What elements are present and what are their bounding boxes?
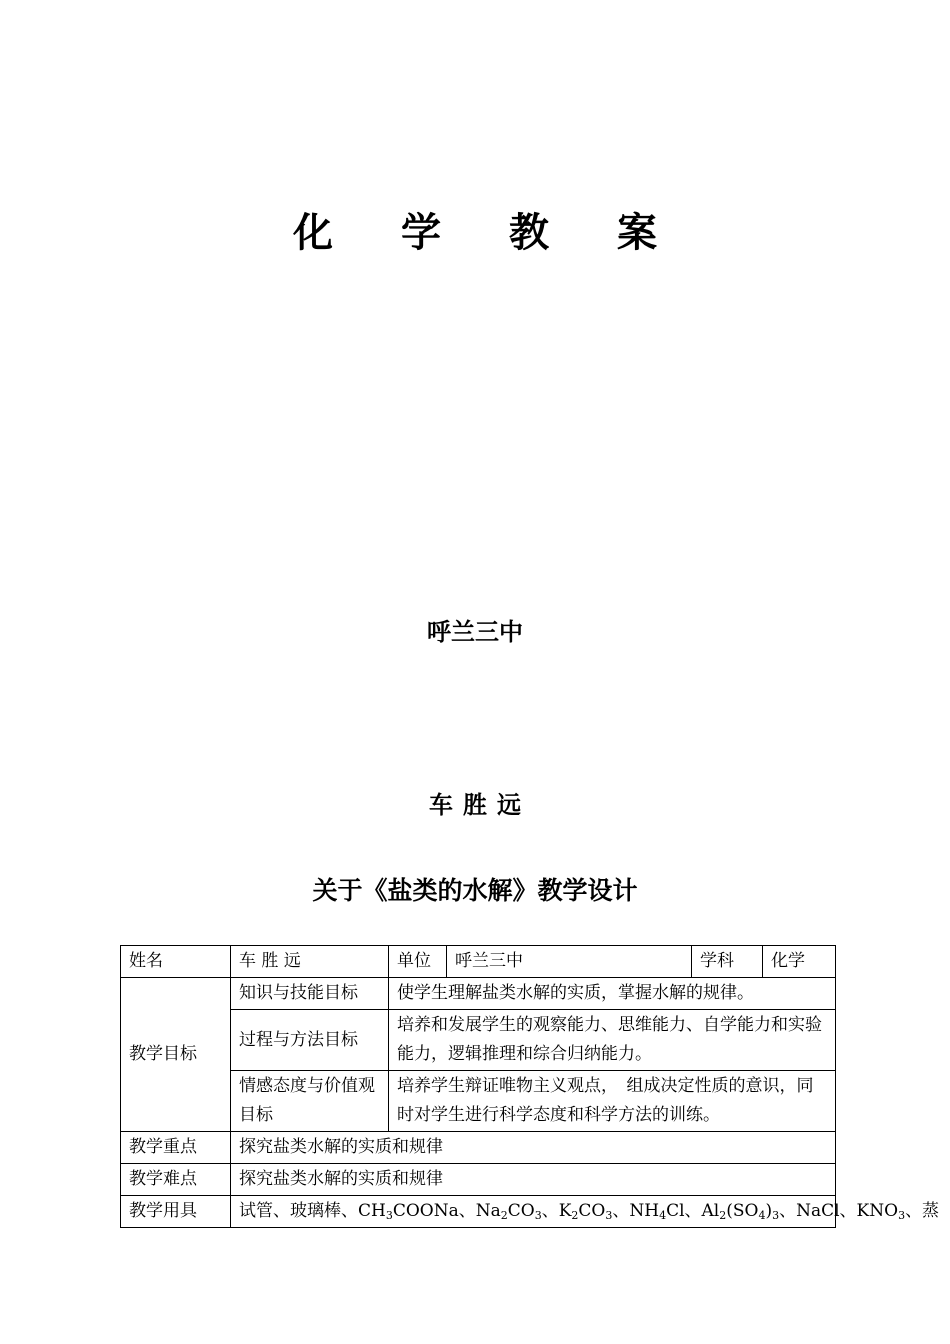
author-name: 车胜远 (429, 791, 531, 819)
subscript: 3 (898, 1209, 906, 1222)
subject-value: 化学 (763, 946, 836, 978)
name-value: 车 胜 远 (231, 946, 389, 978)
key-point-value: 探究盐类水解的实质和规律 (231, 1132, 836, 1164)
subscript: 3 (385, 1209, 393, 1222)
objective-content: 培养和发展学生的观察能力、思维能力、自学能力和实验能力，逻辑推理和综合归纳能力。 (389, 1010, 836, 1071)
tools-text: 试管、玻璃棒、CH (239, 1201, 386, 1221)
subscript: 3 (534, 1209, 542, 1222)
objectives-label: 教学目标 (121, 978, 231, 1132)
tools-text: 、NaCl、KNO (779, 1201, 899, 1221)
table-row-objective-knowledge (121, 978, 836, 1010)
subscript: 3 (772, 1209, 780, 1222)
objective-content: 使学生理解盐类水解的实质，掌握水解的规律。 (389, 978, 836, 1010)
tools-text: Cl、Al (666, 1201, 720, 1221)
school-name: 呼兰三中 (427, 618, 523, 646)
subscript: 4 (659, 1209, 667, 1222)
tools-text: (SO (726, 1201, 759, 1221)
key-point-label: 教学重点 (121, 1132, 231, 1164)
subscript: 2 (571, 1209, 579, 1222)
lesson-design-title: 关于《盐类的水解》教学设计 (312, 876, 638, 905)
tools-text: COONa、Na (392, 1201, 501, 1221)
objective-type: 知识与技能目标 (231, 978, 389, 1010)
subscript: 3 (605, 1209, 613, 1222)
difficulty-value: 探究盐类水解的实质和规律 (231, 1164, 836, 1196)
subscript: 2 (500, 1209, 508, 1222)
name-label: 姓名 (121, 946, 231, 978)
subscript: 4 (758, 1209, 766, 1222)
objective-content: 培养学生辩证唯物主义观点， 组成决定性质的意识，同时对学生进行科学态度和科学方法的训练。 (389, 1071, 836, 1132)
tools-label: 教学用具 (121, 1196, 231, 1228)
tools-text: CO (507, 1201, 535, 1221)
tools-text: 、K (541, 1201, 572, 1221)
tools-text: 、蒸 (905, 1201, 940, 1221)
table-row-basic-info (121, 946, 836, 978)
table-row-key-point (121, 1132, 836, 1164)
subscript: 2 (719, 1209, 727, 1222)
tools-text: ) (765, 1201, 773, 1221)
tools-value (231, 1196, 940, 1228)
difficulty-label: 教学难点 (121, 1164, 231, 1196)
subject-label: 学科 (692, 946, 763, 978)
table-row-difficulty (121, 1164, 836, 1196)
objective-type: 情感态度与价值观目标 (231, 1071, 389, 1132)
objective-type: 过程与方法目标 (231, 1010, 389, 1071)
tools-text: 、NH (612, 1201, 660, 1221)
tools-text: CO (578, 1201, 606, 1221)
table-row-tools (121, 1196, 836, 1228)
unit-value: 呼兰三中 (447, 946, 692, 978)
lesson-plan-table (120, 945, 940, 1228)
unit-label: 单位 (389, 946, 447, 978)
document-title: 化学教案 (293, 210, 725, 256)
